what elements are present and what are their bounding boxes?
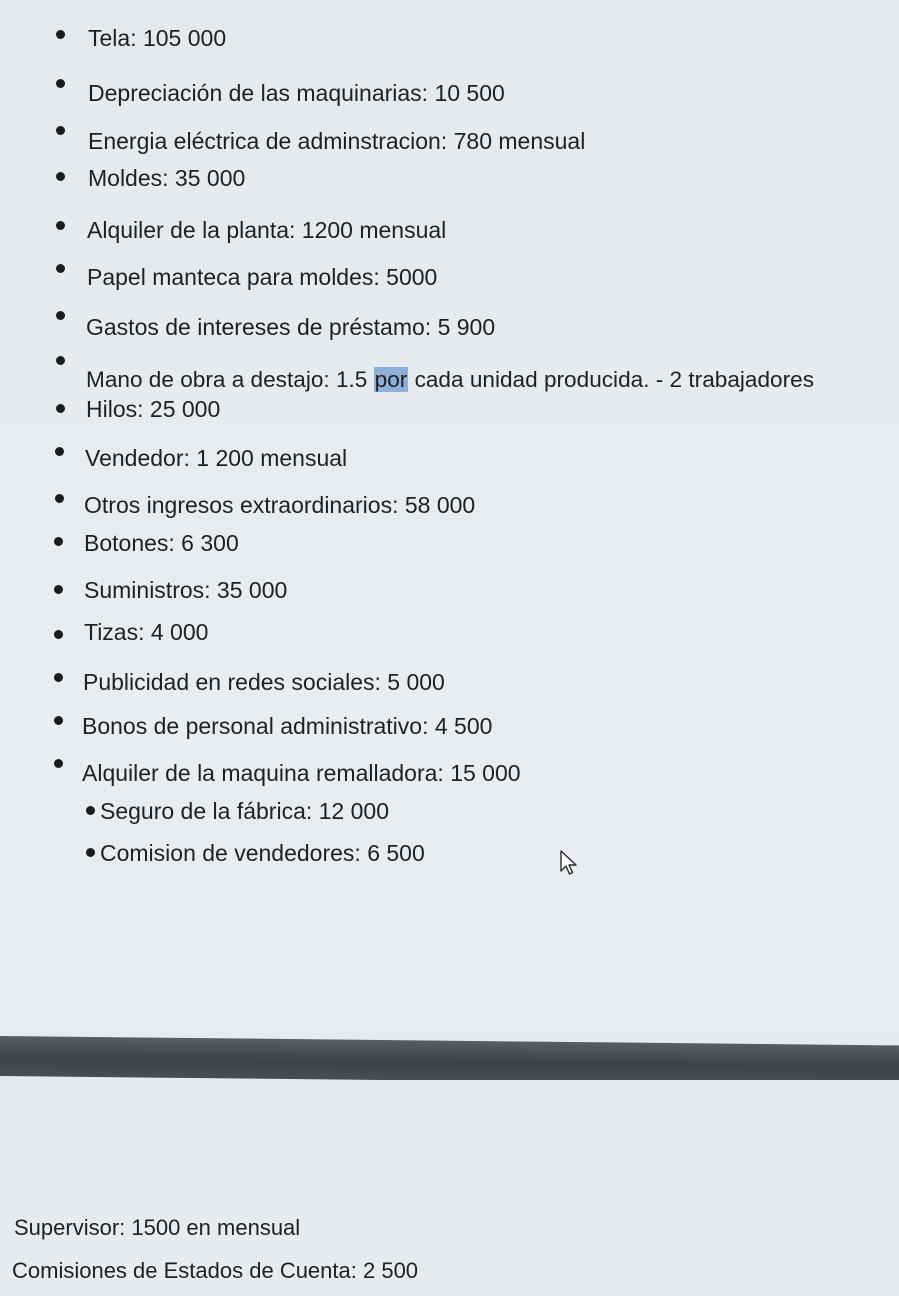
- list-item-inline: [86, 839, 425, 867]
- list-item: Depreciación de las maquinarias: 10 500: [88, 80, 505, 106]
- bullet-icon: [86, 806, 95, 815]
- bullet-icon: [56, 404, 65, 413]
- list-item: Bonos de personal administrativo: 4 500: [82, 713, 493, 739]
- list-item: Tela: 105 000: [88, 25, 227, 51]
- list-item: Vendedor: 1 200 mensual: [85, 445, 348, 471]
- supervisor-line: Supervisor: 1500 en mensual: [14, 1215, 301, 1240]
- list-item-text: Seguro de la fábrica: 12 000: [100, 798, 389, 824]
- list-item-text-after: cada unidad producida. - 2 trabajadores: [408, 367, 815, 392]
- bullet-icon: [55, 447, 64, 456]
- list-item-text: Comision de vendedores: 6 500: [100, 840, 425, 866]
- bullet-icon: [54, 759, 63, 768]
- list-item: Tizas: 4 000: [84, 619, 209, 645]
- bullet-icon: [54, 673, 63, 682]
- bullet-icon: [54, 537, 63, 546]
- text-selection-highlight[interactable]: por: [374, 367, 408, 392]
- list-item: Gastos de intereses de préstamo: 5 900: [86, 314, 496, 340]
- bullet-icon: [56, 311, 65, 320]
- bullet-icon: [56, 356, 65, 365]
- bullet-icon: [56, 221, 65, 230]
- bullet-icon: [56, 172, 65, 181]
- mouse-pointer-icon: [560, 850, 578, 876]
- list-item: Publicidad en redes sociales: 5 000: [83, 669, 445, 695]
- list-item: Moldes: 35 000: [88, 165, 246, 191]
- list-item: Alquiler de la planta: 1200 mensual: [87, 217, 447, 243]
- bullet-icon: [54, 716, 63, 725]
- page-divider: [0, 1036, 899, 1085]
- list-item: Energia eléctrica de adminstracion: 780 mensual: [88, 128, 586, 154]
- list-item-inline: [86, 797, 389, 825]
- comisiones-line: Comisiones de Estados de Cuenta: 2 500: [12, 1258, 419, 1283]
- list-item: Suministros: 35 000: [84, 577, 288, 603]
- list-item: Hilos: 25 000: [86, 396, 221, 422]
- list-item: Botones: 6 300: [84, 530, 239, 556]
- bullet-icon: [56, 30, 65, 39]
- bullet-icon: [54, 630, 63, 639]
- document-page-lower: [0, 1080, 899, 1296]
- list-item-mano-de-obra: [86, 366, 814, 394]
- bullet-icon: [56, 126, 65, 135]
- bullet-icon: [56, 79, 65, 88]
- list-item-text-before: Mano de obra a destajo: 1.5: [86, 367, 374, 392]
- bullet-icon: [86, 848, 95, 857]
- list-item: Papel manteca para moldes: 5000: [87, 264, 438, 290]
- bullet-icon: [56, 264, 65, 273]
- bullet-icon: [54, 585, 63, 594]
- list-item: Otros ingresos extraordinarios: 58 000: [84, 492, 476, 518]
- list-item: Alquiler de la maquina remalladora: 15 000: [82, 760, 521, 786]
- bullet-icon: [55, 494, 64, 503]
